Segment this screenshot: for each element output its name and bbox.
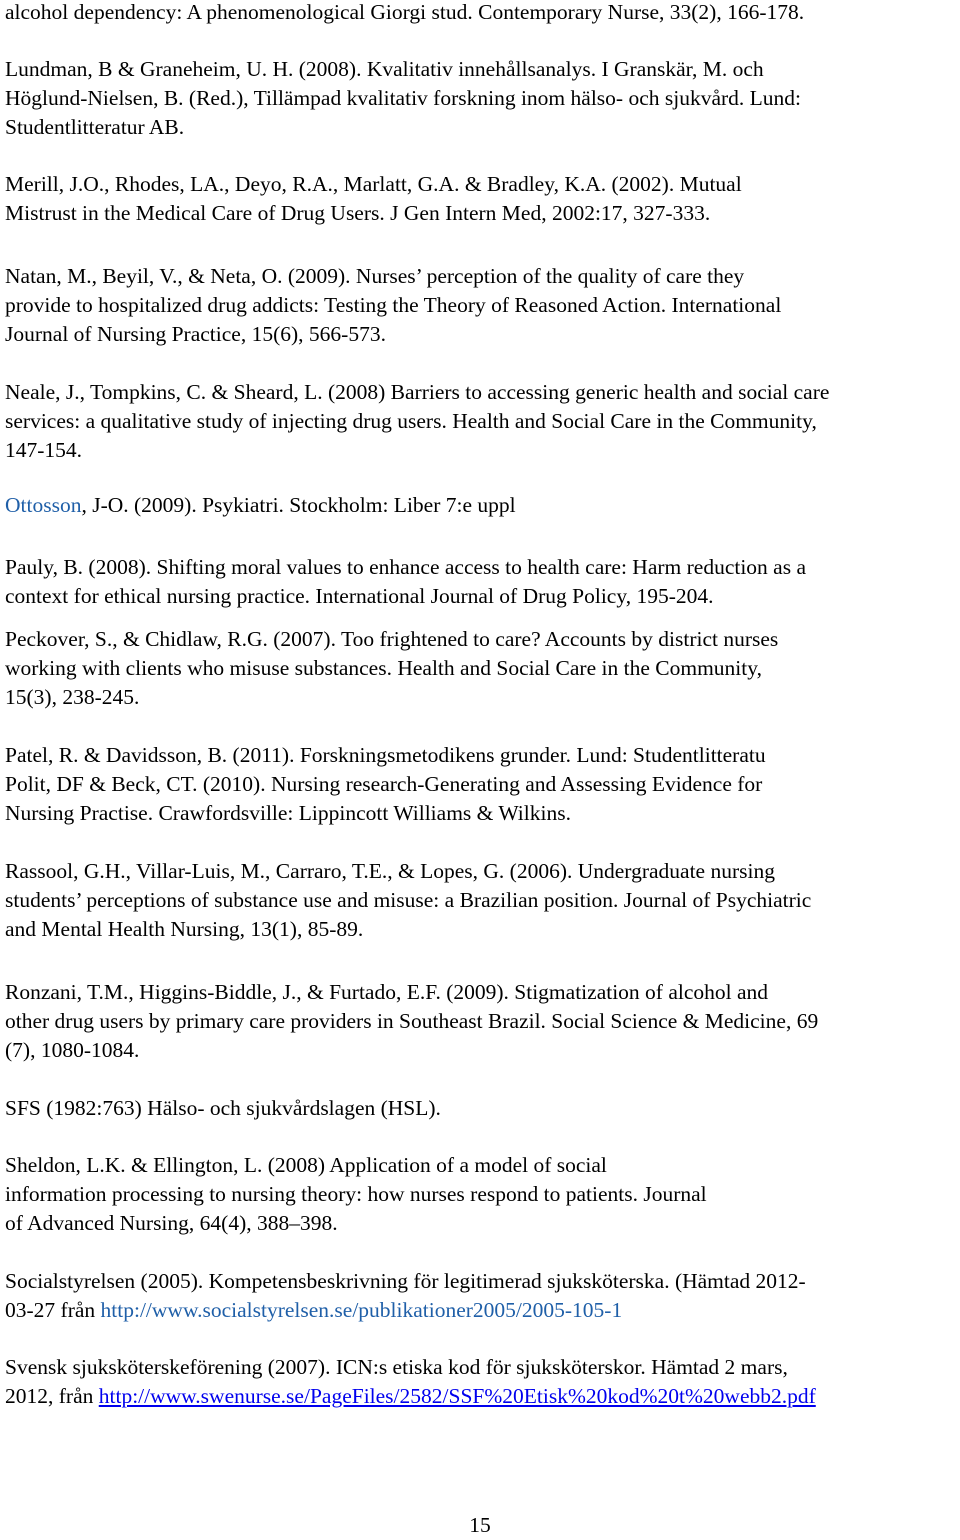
reference-line: working with clients who misuse substances. Health and Social Care in the Community,: [5, 656, 762, 680]
reference-line: Nursing Practise. Crawfordsville: Lippincott Williams & Wilkins.: [5, 801, 571, 825]
reference-line: students’ perceptions of substance use and misuse: a Brazilian position. Journal of Psychiatric: [5, 888, 812, 912]
reference-entry: [5, 741, 955, 828]
reference-line: Polit, DF & Beck, CT. (2010). Nursing research-Generating and Assessing Evidence for: [5, 772, 763, 796]
reference-entry: [5, 55, 955, 142]
reference-entry: [5, 378, 955, 465]
reference-line: and Mental Health Nursing, 13(1), 85-89.: [5, 917, 364, 941]
reference-line: [5, 1382, 955, 1411]
reference-entry: [5, 857, 955, 944]
reference-line: (7), 1080-1084.: [5, 1038, 140, 1062]
reference-line: Journal of Nursing Practice, 15(6), 566-573.: [5, 322, 386, 346]
reference-entry: [5, 1353, 955, 1411]
reference-line: Neale, J., Tompkins, C. & Sheard, L. (2008) Barriers to accessing generic health and social care: [5, 380, 830, 404]
reference-line: alcohol dependency: A phenomenological Giorgi stud. Contemporary Nurse, 33(2), 166-178.: [5, 0, 805, 24]
author-name-highlight: Ottosson: [5, 493, 82, 517]
reference-entry: [5, 170, 955, 228]
reference-line: Natan, M., Beyil, V., & Neta, O. (2009). Nurses’ perception of the quality of care they: [5, 264, 745, 288]
reference-text: 03-27 från: [5, 1298, 101, 1322]
reference-entry: [5, 553, 955, 611]
reference-entry: [5, 262, 955, 349]
reference-line: provide to hospitalized drug addicts: Testing the Theory of Reasoned Action. International: [5, 293, 782, 317]
reference-line: Socialstyrelsen (2005). Kompetensbeskrivning för legitimerad sjuksköterska. (Hämtad 2012-: [5, 1269, 806, 1293]
reference-entry: [5, 491, 955, 520]
reference-text: 2012, från: [5, 1384, 99, 1408]
reference-entry: [5, 1267, 955, 1325]
reference-line: Merill, J.O., Rhodes, LA., Deyo, R.A., Marlatt, G.A. & Bradley, K.A. (2002). Mutual: [5, 172, 742, 196]
reference-entry: [5, 1151, 955, 1238]
reference-line: Mistrust in the Medical Care of Drug Users. J Gen Intern Med, 2002:17, 327-333.: [5, 201, 711, 225]
reference-line: [5, 1296, 955, 1325]
reference-line: Svensk sjuksköterskeförening (2007). ICN:s etiska kod för sjuksköterskor. Hämtad 2 mars,: [5, 1355, 788, 1379]
reference-line: information processing to nursing theory: how nurses respond to patients. Journal: [5, 1182, 707, 1206]
reference-line: Peckover, S., & Chidlaw, R.G. (2007). Too frightened to care? Accounts by district nurses: [5, 627, 779, 651]
reference-line: Höglund-Nielsen, B. (Red.), Tillämpad kvalitativ forskning inom hälso- och sjukvård. Lund:: [5, 86, 802, 110]
reference-line: Studentlitteratur AB.: [5, 115, 185, 139]
reference-line: other drug users by primary care providers in Southeast Brazil. Social Science & Medicine, 69: [5, 1009, 819, 1033]
reference-line: services: a qualitative study of injecting drug users. Health and Social Care in the Community,: [5, 409, 817, 433]
reference-text: , J-O. (2009). Psykiatri. Stockholm: Liber 7:e uppl: [81, 493, 516, 517]
reference-line: Ronzani, T.M., Higgins-Biddle, J., & Furtado, E.F. (2009). Stigmatization of alcohol and: [5, 980, 769, 1004]
reference-line: context for ethical nursing practice. International Journal of Drug Policy, 195-204.: [5, 584, 714, 608]
reference-line: Rassool, G.H., Villar-Luis, M., Carraro, T.E., & Lopes, G. (2006). Undergraduate nursing: [5, 859, 775, 883]
reference-entry: [5, 0, 955, 27]
reference-line: Patel, R. & Davidsson, B. (2011). Forskningsmetodikens grunder. Lund: Studentlitteratu: [5, 743, 766, 767]
reference-line: Lundman, B & Graneheim, U. H. (2008). Kvalitativ innehållsanalys. I Granskär, M. och: [5, 57, 764, 81]
reference-entry: [5, 1094, 955, 1123]
reference-line: SFS (1982:763) Hälso- och sjukvårdslagen (HSL).: [5, 1096, 441, 1120]
reference-entry: [5, 625, 955, 712]
reference-line: [5, 491, 955, 520]
reference-line: 147-154.: [5, 438, 83, 462]
url-link[interactable]: http://www.socialstyrelsen.se/publikationer2005/2005-105-1: [100, 1298, 623, 1322]
url-link[interactable]: http://www.swenurse.se/PageFiles/2582/SSF%20Etisk%20kod%20t%20webb2.pdf: [98, 1384, 816, 1408]
reference-line: 15(3), 238-245.: [5, 685, 140, 709]
reference-line: of Advanced Nursing, 64(4), 388–398.: [5, 1211, 338, 1235]
reference-line: Sheldon, L.K. & Ellington, L. (2008) Application of a model of social: [5, 1153, 607, 1177]
reference-entry: [5, 978, 955, 1065]
page-number: 15: [469, 1513, 491, 1537]
reference-line: Pauly, B. (2008). Shifting moral values to enhance access to health care: Harm reduction as a: [5, 555, 807, 579]
